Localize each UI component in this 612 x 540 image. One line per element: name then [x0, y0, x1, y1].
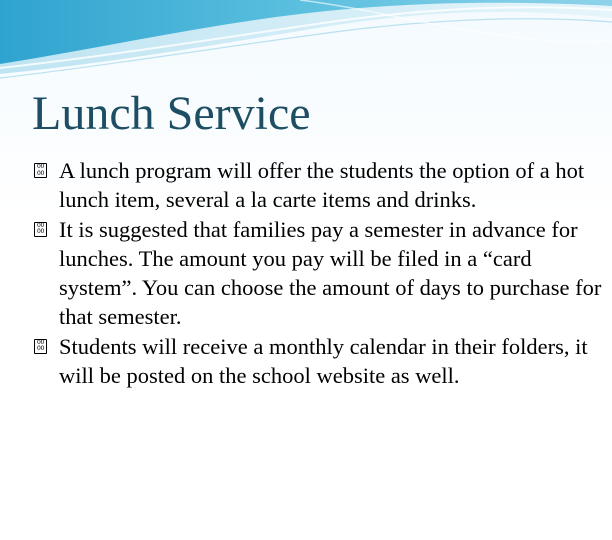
bullet-item [32, 156, 602, 215]
missing-glyph-bullet-icon: 00 00 [34, 339, 47, 354]
header-wave-decoration [0, 0, 612, 90]
slide-title: Lunch Service [32, 87, 311, 140]
missing-glyph-bullet-icon: 00 00 [34, 163, 47, 178]
bullet-text: It is suggested that families pay a semester in advance for lunches. The amount you pay will be filed in a “card system”. You can choose the amount of days to purchase for that semester. [59, 216, 602, 330]
bullet-text: Students will receive a monthly calendar in their folders, it will be posted on the school website as well. [59, 333, 588, 389]
bullet-text: A lunch program will offer the students the option of a hot lunch item, several a la carte items and drinks. [59, 158, 585, 213]
bullet-list [32, 156, 602, 390]
bullet-item [32, 215, 602, 332]
bullet-item [32, 332, 602, 391]
missing-glyph-bullet-icon: 00 00 [34, 222, 47, 237]
